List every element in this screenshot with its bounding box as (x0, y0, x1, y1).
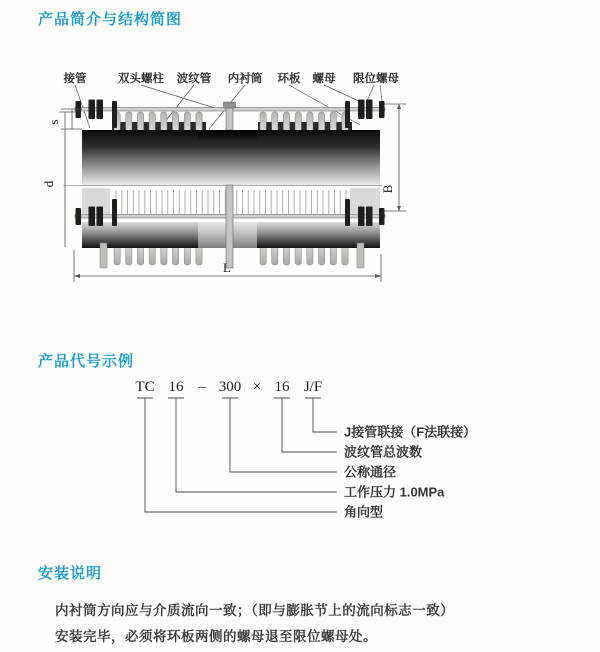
pipe-end-lower-right (350, 188, 380, 214)
dim-label-d: d (41, 180, 56, 188)
part-label-nut: 螺母 (312, 73, 336, 85)
bellows-finger-top (184, 112, 190, 132)
part-label-limit-nut: 限位螺母 (353, 73, 399, 85)
bellows-finger-top (173, 112, 179, 132)
bellows-finger-top (149, 112, 155, 132)
stud-bottom-right (357, 243, 364, 268)
code-token-diameter: 300 (218, 379, 242, 395)
bellows-finger-top (137, 112, 143, 132)
bellows-finger-top (319, 112, 325, 132)
product-code-example (125, 378, 600, 523)
dim-label-l: L (223, 260, 231, 275)
install-note-line-1: 内衬筒方向应与介质流向一致；（即与膨胀节上的流向标志一致） (55, 603, 455, 618)
bellows-finger-top (295, 112, 301, 132)
hinge-pin-cap (224, 102, 236, 108)
hinge-pin-bottom (226, 185, 233, 268)
code-callout-drawing (125, 378, 600, 523)
code-label-waves: 波纹管总波数 (344, 444, 423, 460)
part-label-stud: 双头螺柱 (118, 73, 164, 85)
dim-label-b: B (380, 184, 395, 194)
liner-edge-band (198, 130, 257, 141)
section-heading-code: 产品代号示例 (38, 353, 135, 370)
code-token-pressure: 16 (168, 379, 184, 395)
code-label-type: 角向型 (344, 504, 384, 520)
bellows-finger-top (196, 112, 202, 132)
code-token-waves: 16 (274, 379, 290, 395)
install-note-line-2: 安装完毕，必须将环板两侧的螺母退至限位螺母处。 (55, 629, 377, 644)
code-label-connection: J接管联接（F法联接） (344, 424, 477, 440)
bellows-finger-top (272, 112, 278, 132)
part-label-bellows: 波纹管 (176, 73, 212, 85)
part-label-liner: 内衬筒 (227, 73, 263, 85)
code-label-diameter: 公称通径 (344, 464, 397, 480)
dim-b-extension-lines (380, 104, 406, 211)
dim-label-s: s (46, 119, 61, 125)
bellows-finger-top (161, 112, 167, 132)
structure-diagram (30, 62, 450, 292)
part-label-ring-plate: 环板 (277, 73, 301, 85)
code-token-dash: – (198, 379, 206, 395)
code-callout-lines (137, 398, 337, 512)
section-heading-install: 安装说明 (38, 565, 103, 582)
code-token-type: TC (135, 379, 155, 395)
section-heading-intro: 产品简介与结构简图 (38, 11, 183, 28)
code-token-times: × (252, 379, 262, 395)
stud-bottom-left (100, 243, 107, 268)
bellows-finger-top (126, 112, 132, 132)
code-label-pressure: 工作压力 1.0MPa (344, 484, 445, 500)
bellows-finger-top (283, 112, 289, 132)
code-token-connection: J/F (303, 379, 323, 395)
bellows-finger-top (260, 112, 266, 132)
bellows-finger-top (330, 112, 336, 132)
pipe-end-lower-left (82, 188, 110, 214)
install-notes (55, 598, 565, 650)
part-label-pipe-end: 接管 (63, 73, 87, 85)
bellows-finger-top (307, 112, 313, 132)
expansion-joint-drawing (30, 62, 450, 292)
